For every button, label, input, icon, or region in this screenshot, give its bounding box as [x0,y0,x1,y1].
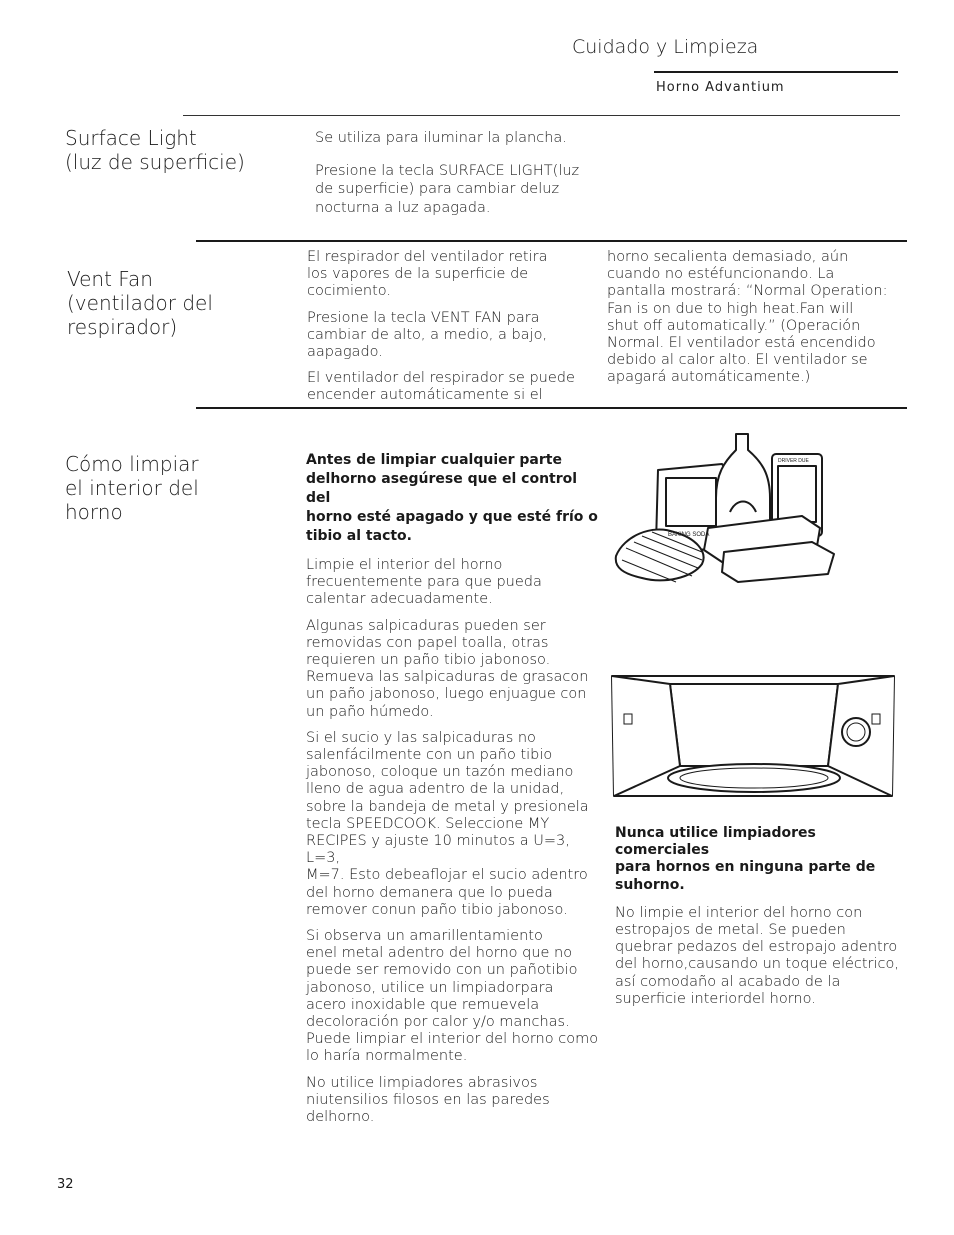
baking-soda-label: BAKING SODA [668,532,710,538]
header-rule [654,71,898,73]
section-divider-top [183,115,900,116]
vent-fan-right-column: horno secalienta demasiado, aún cuando no estéfuncionando. La pantalla mostrará: “Normal Operation: Fan is on due to high heat.Fan will shut off automatically.” (Operación Normal. El ventilador está encendido debido al calor alto. El ventilador se apagará automáticamente.) [607,249,888,386]
vent-fan-left-column: El respirador del ventilador retira los vapores de la superficie de cocimiento. Presione la tecla VENT FAN para cambiar de alto, a medio, a bajo, aapagado. El ventilador del respirador se puede encender automáticamente si el [307,249,575,404]
surface-light-p1: Se utiliza para iluminar la plancha. [315,130,567,146]
cleaning-paragraph-3: Si el sucio y las salpicaduras no salenfácilmente con un paño tibio jabonoso, coloque un tazón mediano lleno de agua adentro de la unidad, sobre la bandeja de metal y presionela tecla SPEEDCOOK. Seleccione MY RECIPES y ajuste 10 minutos a U=3, L=3, M=7. Esto debeaflojar el sucio adentro del horno demanera que lo pueda remover conun paño tibio jabonoso. [306,729,589,918]
section-divider-vent [196,240,907,242]
metal-scrubber-paragraph: No limpie el interior del horno con estropajos de metal. Se pueden quebrar pedazos del estropajo adentro del horno,causando un toque eléctrico, así comodaño al acabado de la superficie interiordel horno. [615,904,900,1007]
page-number: 32 [57,1177,74,1192]
commercial-cleaner-warning: Nunca utilice limpiadores comerciales para hornos en ninguna parte de suhorno. [615,825,876,893]
oven-interior-illustration [610,670,896,802]
cleaning-title: Cómo limpiar el interior del horno [65,452,199,524]
page-header-subtitle: Horno Advantium [656,80,785,95]
page-header-title: Cuidado y Limpieza [572,36,759,58]
surface-light-text: Se utiliza para iluminar la plancha. Presione la tecla SURFACE LIGHT(luz de superficie) para cambiar deluz nocturna a luz apagada. [315,130,605,217]
section-divider-cleaning [196,407,907,409]
vent-fan-title: Vent Fan (ventilador del respirador) [67,267,213,339]
cleaning-paragraph-4: Si observa un amarillentamiento enel metal adentro del horno que no puede ser removido con un pañotibio jabonoso, utilice un limpiadorpara acero inoxidable que remuevela decoloración por calor y/o manchas. Puede limpiar el interior del horno como lo haría normalmente. [306,928,599,1065]
bottle-label: DRIVER DUE [778,458,809,464]
surface-light-title: Surface Light (luz de superficie) [65,126,245,174]
cleaning-right-column [615,825,907,1008]
cleaning-warning: Antes de limpiar cualquier parte delhorno asegúrese que el control del horno esté apagado y que esté frío o tibio al tacto. [306,452,598,544]
cleaning-left-column [306,451,602,1126]
cleaning-paragraph-1: Limpie el interior del horno frecuentemente para que pueda calentar adecuadamente. [306,557,542,608]
cleaning-paragraph-5: No utilice limpiadores abrasivos niutensilios filosos en las paredes delhorno. [306,1074,550,1126]
cleaning-paragraph-2: Algunas salpicaduras pueden ser removidas con papel toalla, otras requieren un paño tibio jabonoso. Remueva las salpicaduras de grasacon un paño jabonoso, luego enjuague con un paño húmedo. [306,617,589,720]
cleaning-supplies-illustration [612,428,902,590]
